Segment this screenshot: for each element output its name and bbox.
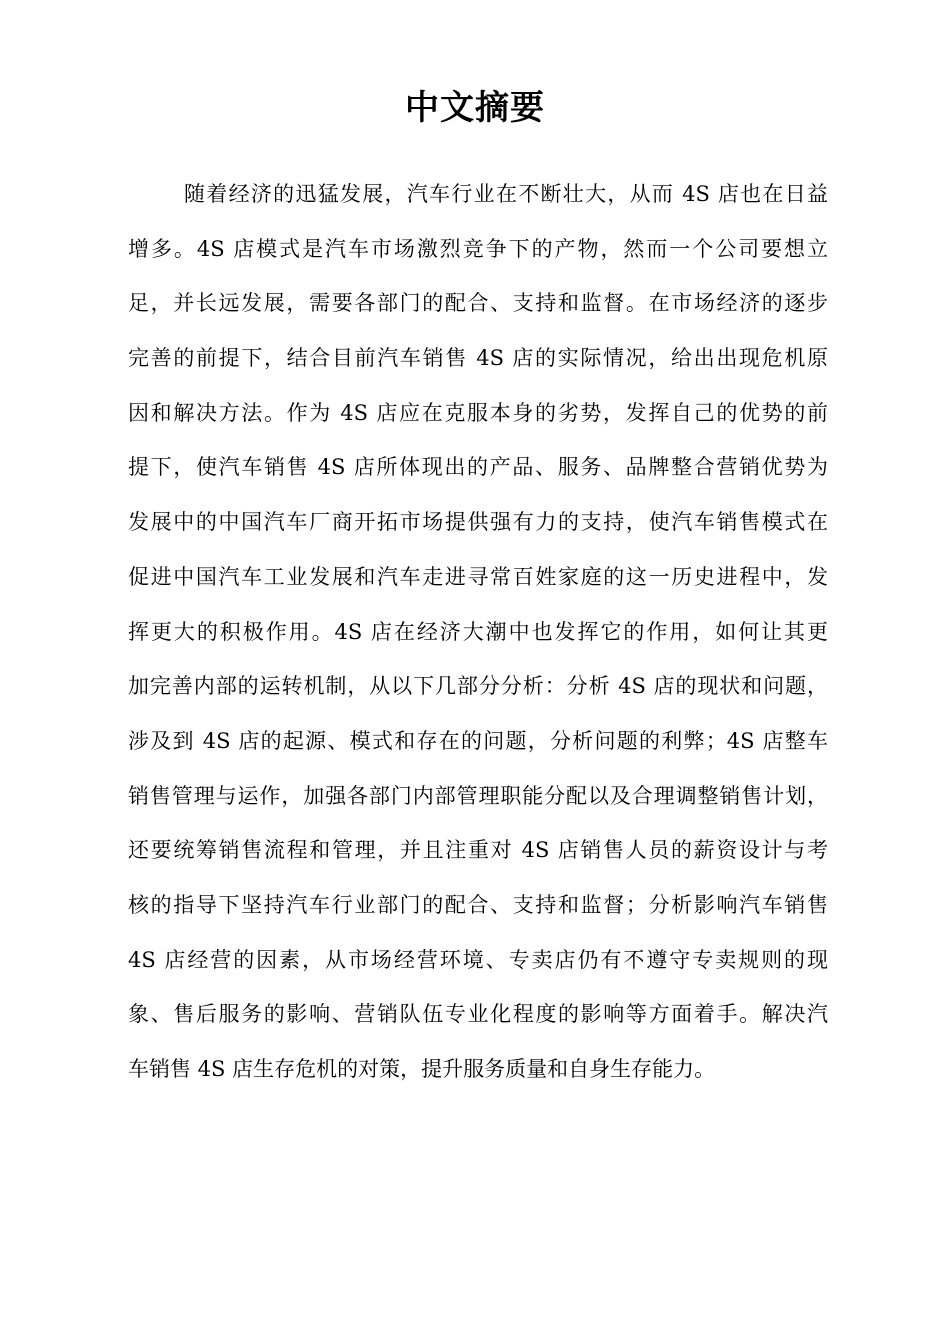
abstract-line: 促进中国汽车工业发展和汽车走进寻常百姓家庭的这一历史进程中，发 xyxy=(128,564,828,589)
abstract-line: 因和解决方法。作为 4S 店应在克服本身的劣势，发挥自己的优势的前 xyxy=(128,400,828,425)
abstract-line: 4S 店经营的因素，从市场经营环境、专卖店仍有不遵守专卖规则的现 xyxy=(128,947,828,972)
abstract-line: 发展中的中国汽车厂商开拓市场提供强有力的支持，使汽车销售模式在 xyxy=(128,510,828,535)
abstract-line: 挥更大的积极作用。4S 店在经济大潮中也发挥它的作用，如何让其更 xyxy=(128,619,828,644)
page-title: 中文摘要 xyxy=(405,88,545,128)
abstract-line: 核的指导下坚持汽车行业部门的配合、支持和监督；分析影响汽车销售 xyxy=(128,892,828,917)
abstract-line: 车销售 4S 店生存危机的对策，提升服务质量和自身生存能力。 xyxy=(128,1057,716,1081)
abstract-line: 销售管理与运作，加强各部门内部管理职能分配以及合理调整销售计划， xyxy=(128,783,828,808)
abstract-line: 加完善内部的运转机制，从以下几部分分析：分析 4S 店的现状和问题， xyxy=(128,674,828,699)
abstract-line: 涉及到 4S 店的起源、模式和存在的问题，分析问题的利弊；4S 店整车 xyxy=(128,728,828,753)
abstract-line: 增多。4S 店模式是汽车市场激烈竞争下的产物，然而一个公司要想立 xyxy=(128,236,828,261)
abstract-line: 足，并长远发展，需要各部门的配合、支持和监督。在市场经济的逐步 xyxy=(128,291,828,316)
abstract-line: 还要统筹销售流程和管理，并且注重对 4S 店销售人员的薪资设计与考 xyxy=(128,838,828,863)
abstract-body xyxy=(128,172,828,1102)
abstract-line: 随着经济的迅猛发展，汽车行业在不断壮大，从而 4S 店也在日益 xyxy=(184,182,828,206)
abstract-line: 完善的前提下，结合目前汽车销售 4S 店的实际情况，给出出现危机原 xyxy=(128,346,828,371)
abstract-line: 象、售后服务的影响、营销队伍专业化程度的影响等方面着手。解决汽 xyxy=(128,1002,828,1027)
abstract-line: 提下，使汽车销售 4S 店所体现出的产品、服务、品牌整合营销优势为 xyxy=(128,455,828,480)
